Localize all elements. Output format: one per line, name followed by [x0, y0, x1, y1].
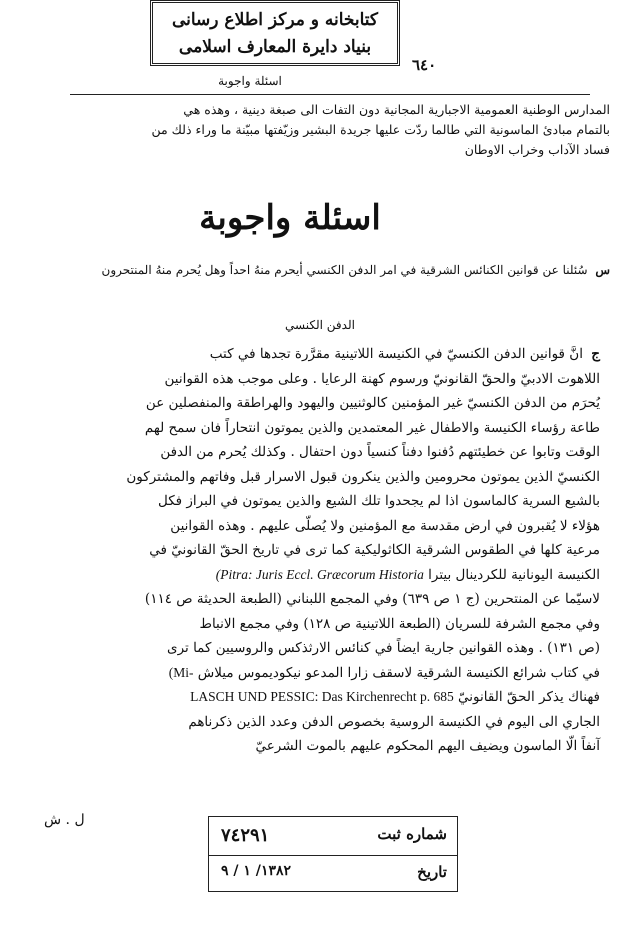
answer-line: وفي مجمع الشرفة للسريان (الطبعة اللاتينية ص ١٢٨) وفي مجمع الانباط [199, 615, 600, 632]
page-number: ٦٤٠ [412, 56, 437, 74]
question-marker: س [595, 263, 610, 277]
registration-label: شماره ثبت [377, 825, 447, 843]
date-label: تاريخ [417, 863, 447, 881]
intro-line: بالتمام مبادئ الماسونية التي طالما ردّت عليها جريدة البشير وزيّفتها مبيّنة ما وراء ذلك من [151, 122, 610, 137]
answer-line: طاعة رؤساء الكنيسة والاطفال غير المعتمدين والذين يموتون انتحاراً فان سمح لهم [144, 419, 600, 436]
answer-line: اللاهوت الادبيّ والحقّ القانونيّ ورسوم كهنة الرعايا . وعلى موجب هذه القوانين [164, 370, 600, 387]
intro-line: فساد الآداب وخراب الاوطان [464, 142, 610, 157]
question-text: سُئلنا عن قوانين الكنائس الشرقية في امر الدفن الكنسي أيحرم منهُ احداً وهل يُحرم منهُ المنتحرون [101, 263, 588, 277]
answer-line: لاسيّما عن المنتحرين (ج ١ ص ٦٣٩) وفي المجمع اللبناني (الطبعة الحديثة ص ١١٤) [144, 591, 600, 607]
answer-line: هؤلاء لا يُقبرون في ارض مقدسة مع المؤمنين ولا يُصلّى عليهم . وهذه القوانين [170, 517, 600, 534]
registration-number: ٧٤٢٩١ [221, 825, 270, 846]
library-stamp-line-1: کتابخانه و مرکز اطلاع رسانی [171, 10, 379, 30]
latin-citation: (Pitra: Juris Eccl. Græcorum Historia [215, 566, 424, 582]
answer-line: الكنيسة اليونانية للكردينال بيترا (Pitra: Juris Eccl. Græcorum Historia [215, 566, 600, 583]
answer-line: في كتاب شرائع الكنيسة الشرقية لاسقف زارا المدعو نيكوديموس ميلاش (Mi- [168, 664, 600, 681]
library-stamp [150, 0, 400, 66]
library-stamp-line-2: بنیاد دایرة المعارف اسلامی [178, 37, 372, 57]
running-title: اسئلة واجوبة [218, 74, 282, 88]
section-title: اسئلة واجوبة [199, 198, 381, 238]
answer-line: (ص ١٣١) . وهذه القوانين جارية ايضاً في كنائس الارثذكس والروسيين كما ترى [167, 640, 600, 656]
answer-line: مرعية كلها في الطقوس الشرقية الكاثوليكية كما ترى في تاريخ الحقّ القانونيّ في [149, 542, 600, 558]
answer-line: الوقت وتابوا عن خطيئتهم دُفنوا دفناً كنسياً دون احتفال . وكذلك يُحرم من الدفن [160, 444, 600, 460]
answer-subheading: الدفن الكنسي [285, 318, 355, 332]
latin-citation: LASCH UND PESSIC: Das Kirchenrecht p. 685 [190, 689, 454, 704]
answer-line: بالشيع السرية كالماسون اذا لم يجحدوا تلك الشيع والذين يموتون في البراز فكل [157, 493, 600, 509]
intro-paragraph [40, 100, 610, 160]
author-signature: ل . ش [44, 812, 85, 828]
answer-line: الكنسيّ الذين يموتون محرومين والذين ينكرون قبول الاسرار قبل وفاتهم والمشتركون [126, 468, 600, 485]
answer-block [40, 342, 600, 759]
intro-line: المدارس الوطنية العمومية الاجبارية المجانية دون التفات الى صبغة دينية ، وهذه هي [183, 102, 610, 117]
header-divider [70, 94, 590, 95]
latin-citation: (Mi- [168, 664, 194, 680]
registration-stamp [208, 816, 458, 892]
answer-marker: ج [591, 346, 600, 362]
registration-date: ١٣٨٢/ ١ / ٩ [221, 863, 292, 879]
answer-line: آنفاً الّا الماسون ويضيف اليهم المحكوم عليهم بالموت الشرعيّ [255, 738, 600, 754]
question-block [40, 262, 610, 279]
answer-line: فهناك يذكر الحقّ القانونيّ LASCH UND PESSIC: Das Kirchenrecht p. 685 [190, 689, 600, 705]
answer-line: ج انَّ قوانين الدفن الكنسيّ في الكنيسة اللاتينية مقرَّرة تجدها في كتب [209, 346, 600, 362]
answer-line: يُحرَم من الدفن الكنسيّ غير المؤمنين كالوثنيين واليهود والهراطقة والمنفصلين عن [145, 395, 600, 411]
answer-line: الجاري الى اليوم في الكنيسة الروسية بخصوص الدفن وعدد الذين ذكرناهم [188, 713, 600, 730]
registration-date-row [209, 855, 457, 893]
registration-number-row [209, 817, 457, 856]
